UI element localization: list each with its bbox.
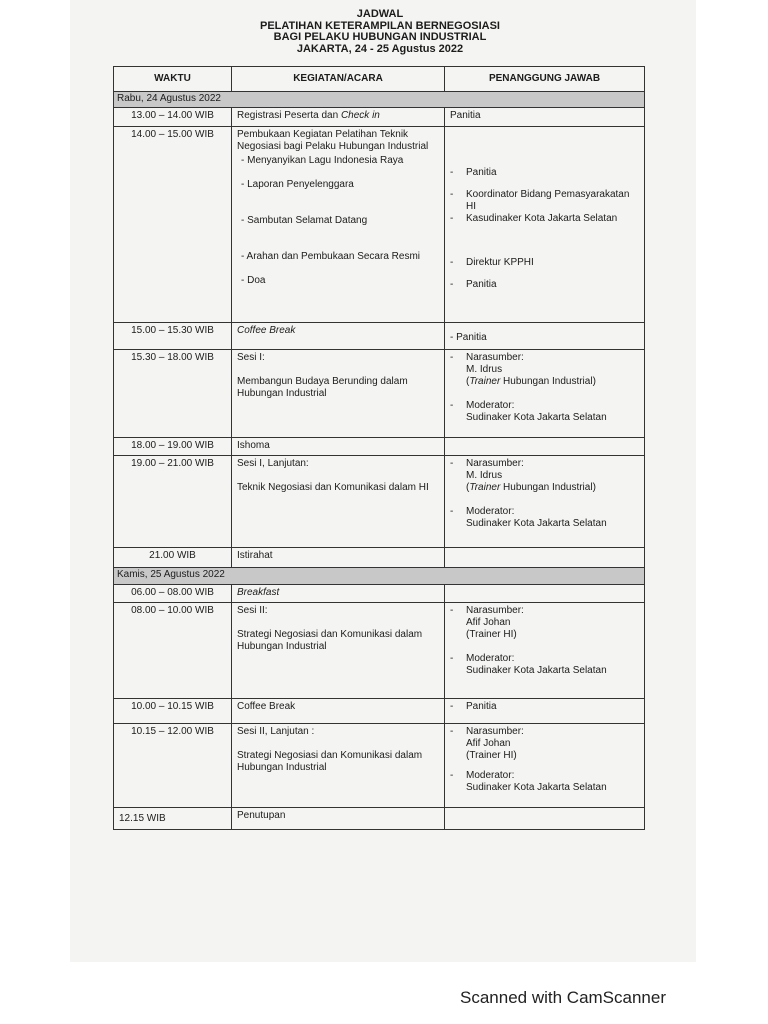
- time-cell: 10.00 – 10.15 WIB: [114, 699, 232, 724]
- scanner-watermark: Scanned with CamScanner: [460, 988, 667, 1007]
- time-cell: 10.15 – 12.00 WIB: [114, 724, 232, 808]
- table-row: [114, 127, 645, 323]
- day-label: Rabu, 24 Agustus 2022: [114, 92, 645, 108]
- header-row: [114, 67, 645, 92]
- activity-cell: Pembukaan Kegiatan Pelatihan Teknik Negosiasi bagi Pelaku Hubungan Industrial - Menyanyikan Lagu Indonesia Raya - Laporan Penyelenggara - Sambutan Selamat Datang - Arahan dan Pembukaan Secara Resmi - Doa: [232, 127, 445, 323]
- activity-cell: Coffee Break: [232, 699, 445, 724]
- table-row: [114, 808, 645, 830]
- time-cell: 12.15 WIB: [114, 808, 232, 830]
- activity-cell: Registrasi Peserta dan Check in: [232, 108, 445, 127]
- activity-cell: Sesi I, Lanjutan: Teknik Negosiasi dan Komunikasi dalam HI: [232, 456, 445, 548]
- table-row: [114, 603, 645, 699]
- table-row: [114, 350, 645, 438]
- title-line-2: PELATIHAN KETERAMPILAN BERNEGOSIASI: [260, 19, 500, 32]
- table-row: [114, 108, 645, 127]
- responsible-cell: - Panitia: [445, 699, 645, 724]
- day-label: Kamis, 25 Agustus 2022: [114, 568, 645, 585]
- responsible-cell: - Panitia: [445, 323, 645, 350]
- title-line-3: BAGI PELAKU HUBUNGAN INDUSTRIAL: [273, 31, 487, 43]
- time-cell: 15.30 – 18.00 WIB: [114, 350, 232, 438]
- table-row: [114, 456, 645, 548]
- day-row-1: [114, 92, 645, 108]
- table-row: [114, 585, 645, 603]
- responsible-cell: Panitia: [445, 108, 645, 127]
- responsible-cell: - Narasumber: Afif Johan (Trainer HI) - Moderator: Sudinaker Kota Jakarta Selatan: [445, 603, 645, 699]
- time-cell: 15.00 – 15.30 WIB: [114, 323, 232, 350]
- responsible-cell: [445, 438, 645, 456]
- responsible-cell: - Narasumber: Afif Johan (Trainer HI) - Moderator: Sudinaker Kota Jakarta Selatan: [445, 724, 645, 808]
- col-kegiatan: KEGIATAN/ACARA: [232, 67, 445, 92]
- activity-cell: Coffee Break: [232, 323, 445, 350]
- day-row-2: [114, 568, 645, 585]
- activity-cell: Sesi II: Strategi Negosiasi dan Komunikasi dalam Hubungan Industrial: [232, 603, 445, 699]
- table-row: [114, 724, 645, 808]
- activity-cell: Breakfast: [232, 585, 445, 603]
- responsible-cell: [445, 808, 645, 830]
- title-line-4: JAKARTA, 24 - 25 Agustus 2022: [296, 42, 464, 55]
- responsible-cell: [445, 585, 645, 603]
- activity-cell: Sesi II, Lanjutan : Strategi Negosiasi dan Komunikasi dalam Hubungan Industrial: [232, 724, 445, 808]
- col-penanggung-jawab: PENANGGUNG JAWAB: [445, 67, 645, 92]
- activity-cell: Istirahat: [232, 548, 445, 568]
- table-row: [114, 323, 645, 350]
- table-row: [114, 548, 645, 568]
- schedule-table: [113, 66, 645, 830]
- time-cell: 06.00 – 08.00 WIB: [114, 585, 232, 603]
- title-line-1: JADWAL: [356, 8, 404, 20]
- activity-cell: Penutupan: [232, 808, 445, 830]
- col-waktu: WAKTU: [114, 67, 232, 92]
- responsible-cell: [445, 548, 645, 568]
- time-cell: 13.00 – 14.00 WIB: [114, 108, 232, 127]
- time-cell: 19.00 – 21.00 WIB: [114, 456, 232, 548]
- activity-cell: Ishoma: [232, 438, 445, 456]
- responsible-cell: - Panitia - Koordinator Bidang Pemasyarakatan HI - Kasudinaker Kota Jakarta Selatan - Direktur KPPHI - Panitia: [445, 127, 645, 323]
- activity-cell: Sesi I: Membangun Budaya Berunding dalam Hubungan Industrial: [232, 350, 445, 438]
- responsible-cell: - Narasumber: M. Idrus (Trainer Hubungan Industrial) - Moderator: Sudinaker Kota Jakarta Selatan: [445, 350, 645, 438]
- time-cell: 08.00 – 10.00 WIB: [114, 603, 232, 699]
- table-row: [114, 699, 645, 724]
- time-cell: 18.00 – 19.00 WIB: [114, 438, 232, 456]
- time-cell: 21.00 WIB: [114, 548, 232, 568]
- document-title: [180, 9, 580, 55]
- table-row: [114, 438, 645, 456]
- responsible-cell: - Narasumber: M. Idrus (Trainer Hubungan Industrial) - Moderator: Sudinaker Kota Jakarta Selatan: [445, 456, 645, 548]
- time-cell: 14.00 – 15.00 WIB: [114, 127, 232, 323]
